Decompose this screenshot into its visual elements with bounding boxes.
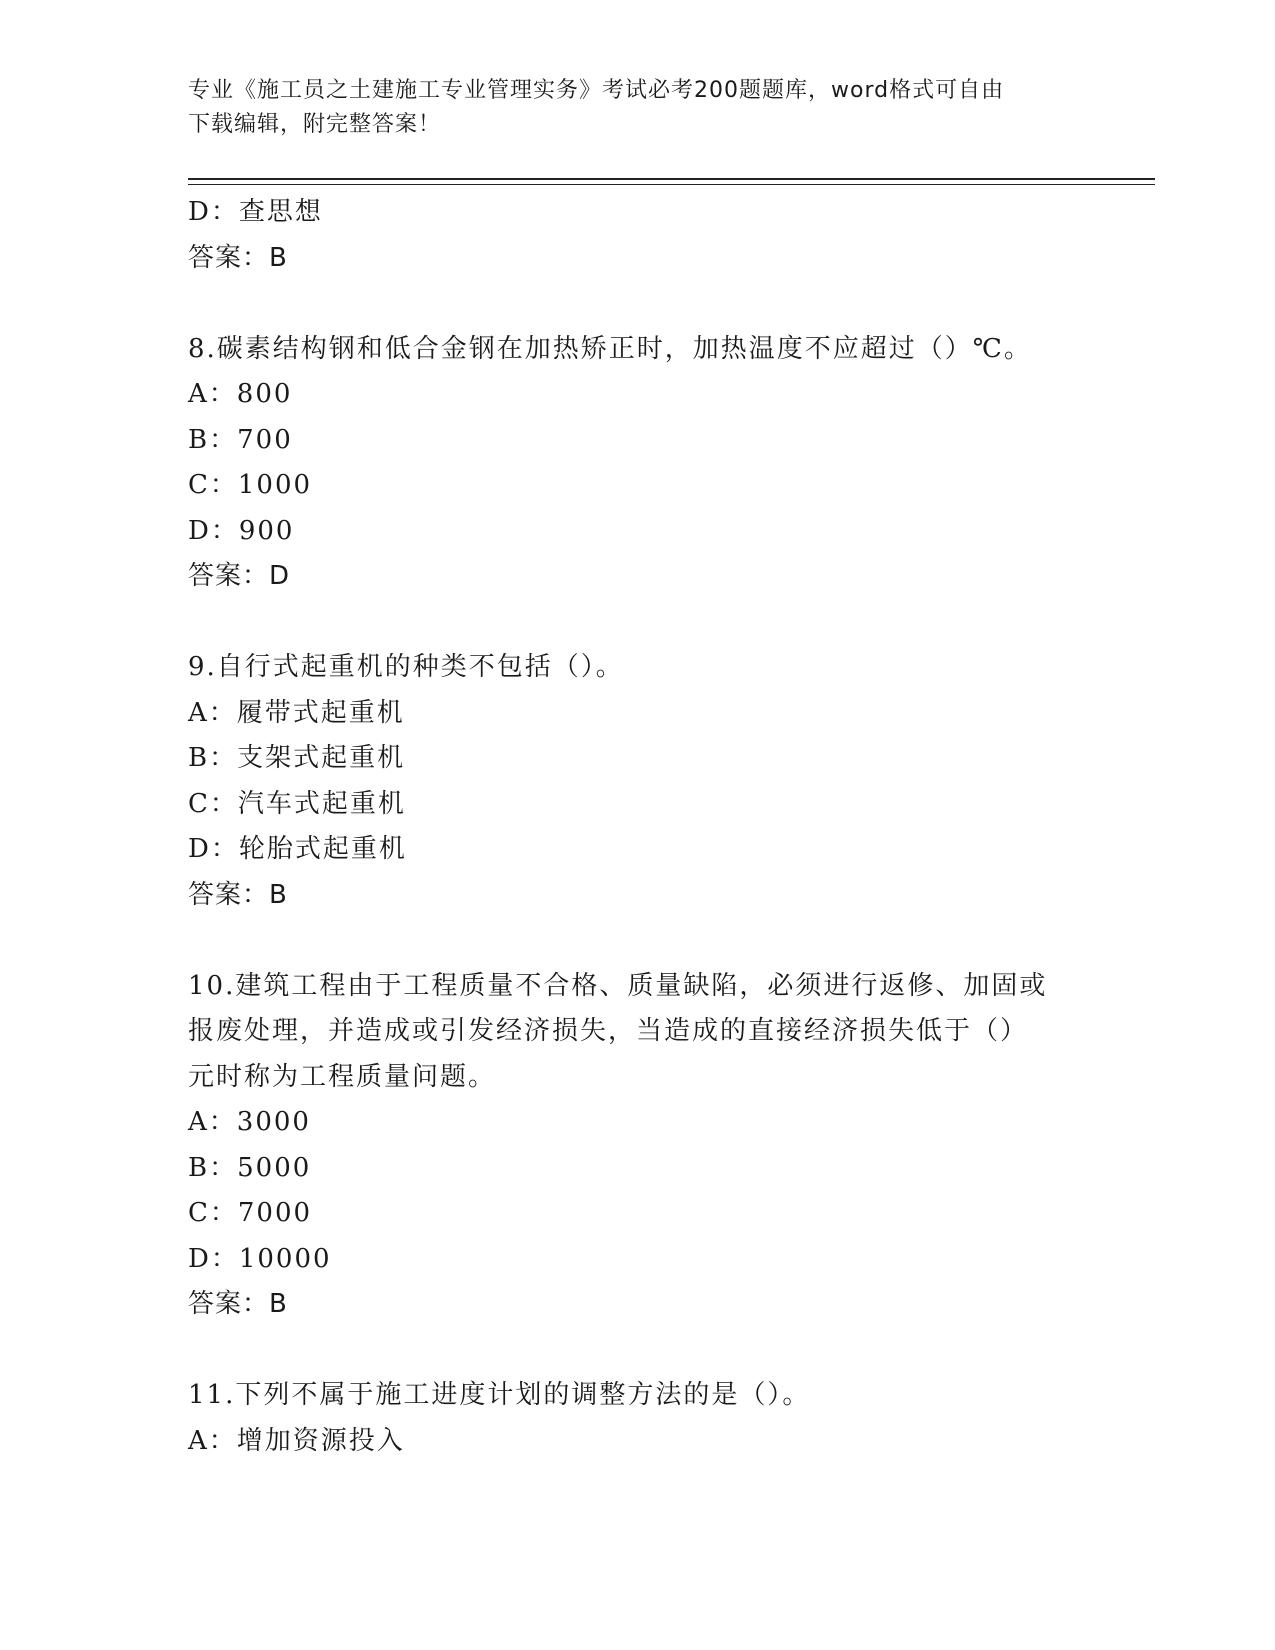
question-stem-line-3: 元时称为工程质量问题。 [188, 1061, 497, 1092]
option-d: D：轮胎式起重机 [188, 834, 407, 864]
question-10 [188, 964, 1088, 1328]
question-9 [188, 645, 1088, 918]
answer: 答案：B [188, 242, 288, 273]
option-c: C：7000 [188, 1198, 313, 1228]
question-stem-line-2: 报废处理，并造成或引发经济损失，当造成的直接经济损失低于（） [188, 1016, 1029, 1046]
option-a: A：800 [188, 379, 293, 409]
option-b: B：支架式起重机 [188, 743, 406, 773]
option-a: A：3000 [188, 1107, 311, 1137]
option-c: C：汽车式起重机 [188, 788, 406, 819]
spacer [188, 281, 1088, 327]
answer: 答案：D [188, 561, 291, 591]
option-d: D：10000 [188, 1243, 332, 1274]
option-b: B：700 [188, 424, 293, 455]
option-a: A：履带式起重机 [188, 697, 405, 728]
option-b: B：5000 [188, 1152, 312, 1183]
spacer [188, 1328, 1088, 1374]
header-divider-thick [188, 178, 1155, 180]
option-c: C：1000 [188, 470, 313, 500]
document-header [188, 74, 1068, 142]
question-7-tail [188, 190, 1088, 281]
spacer [188, 918, 1088, 964]
spacer [188, 600, 1088, 646]
question-stem: 8.碳素结构钢和低合金钢在加热矫正时，加热温度不应超过（）℃。 [188, 333, 1032, 364]
option-d: D：900 [188, 515, 295, 546]
question-stem-line-1: 10.建筑工程由于工程质量不合格、质量缺陷，必须进行返修、加固或 [188, 970, 1048, 1001]
answer: 答案：B [188, 879, 288, 910]
question-list [188, 190, 1088, 1464]
question-stem: 9.自行式起重机的种类不包括（）。 [188, 652, 624, 682]
header-title-line-2: 下载编辑，附完整答案！ [188, 112, 442, 137]
header-divider-thin [188, 184, 1155, 185]
option-d: D：查思想 [188, 197, 323, 227]
option-a: A：增加资源投入 [188, 1425, 405, 1456]
answer: 答案：B [188, 1289, 288, 1319]
question-11 [188, 1373, 1088, 1464]
question-stem: 11.下列不属于施工进度计划的调整方法的是（）。 [188, 1380, 811, 1410]
header-title-line-1: 专业《施工员之土建施工专业管理实务》考试必考200题题库，word格式可自由 [188, 78, 1005, 103]
question-8 [188, 327, 1088, 600]
question-stem [188, 964, 1088, 1101]
